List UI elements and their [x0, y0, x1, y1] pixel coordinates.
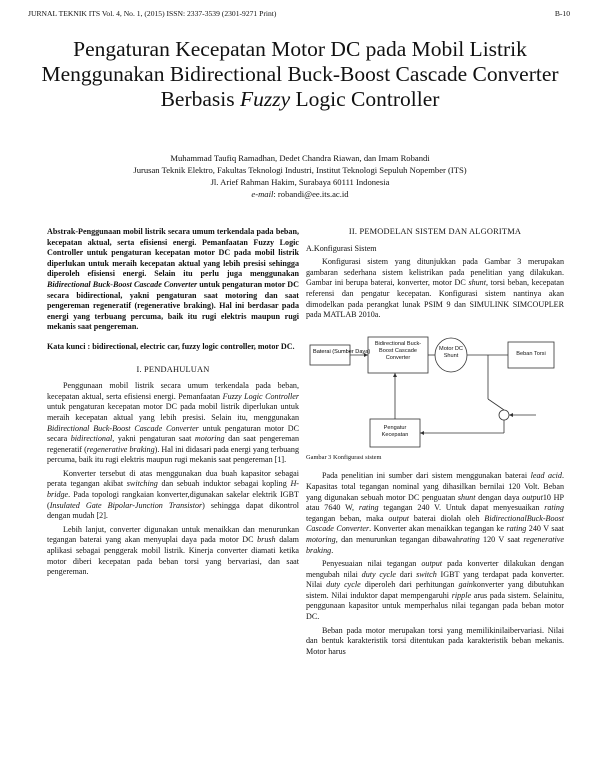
t: Insulated Gate Bipolar-Junction Transistor [49, 500, 203, 510]
t: motoring [306, 534, 336, 544]
t: dan saat pengereman regeneratif ( [47, 434, 300, 454]
t: Bidirectional Buck-Boost Cascade Converter [47, 423, 199, 433]
model-paragraph-2 [306, 471, 564, 556]
t: diperoleh dari perhitungan [360, 580, 459, 590]
t: gain [458, 580, 473, 590]
section-heading-introduction: I. PENDAHULUAN [136, 364, 210, 374]
t: rating [459, 534, 480, 544]
block-diagram [306, 329, 564, 451]
t: H-bridge [47, 479, 299, 500]
t: baterai diolah oleh [409, 513, 485, 523]
arrow-head-icon [393, 373, 397, 377]
t: ) sehingga dapat dikontrol dengan mudah [2]. [47, 500, 299, 521]
section-heading-modeling: II. PEMODELAN SISTEM DAN ALGORITMA [348, 227, 522, 236]
controller-label: Pengatur Kecepatan [381, 424, 409, 438]
t: rating [544, 503, 564, 513]
t: Konfigurasi sistem yang ditunjukkan pada Gambar 3 merupakan gambaran sederhana sistem kelistrikan pada penelitian yang dilakukan. Gambar ini berupa baterai, konverter, motor DC [306, 257, 564, 288]
t: dengan daya [475, 492, 523, 502]
intro-paragraph-1 [47, 381, 299, 466]
motor-label: Motor DC Shunt [439, 345, 463, 359]
load-label: Beban Torsi [516, 350, 546, 357]
author-names: Muhammad Taufiq Ramadhan, Dedet Chandra Riawan, dan Imam Robandi [170, 153, 430, 163]
t: , dan menurunkan tegangan dibawah [335, 534, 460, 544]
t: ripple [451, 590, 472, 600]
t: Pada penelitian ini sumber dari sistem menggunakan baterai [322, 471, 531, 481]
t: bidirectional [70, 434, 113, 444]
t: output [421, 559, 443, 569]
journal-info: JURNAL TEKNIK ITS Vol. 4, No. 1, (2015) ISSN: 2337-3539 (2301-9271 Print) [28, 9, 277, 18]
converter-label: Bidirectional Buck-Boost Cascade Converter [374, 340, 422, 361]
email-label: e-mail [251, 189, 274, 199]
battery-label: Baterai (Sumber Daya) [313, 348, 371, 355]
t: switching [126, 479, 158, 489]
t: shunt [457, 492, 476, 502]
t: output [388, 513, 410, 523]
paper-title [40, 37, 560, 112]
author-affiliation: Jurusan Teknik Elektro, Fakultas Teknologi Industri, Institut Teknologi Sepuluh Nopember (ITS) [133, 165, 467, 175]
t: BidirectionalBuck-Boost Cascade Converter [306, 513, 564, 534]
model-paragraph-1 [306, 257, 564, 321]
summing-junction [499, 410, 509, 420]
arrow-head-icon [509, 413, 513, 417]
t: switch [416, 569, 437, 579]
t: , torsi beban, kecepatan referensi dan pengatur kecepatan. Konfigurasi sistem nantinya akan dimodelkan pada perangkat lunak PSIM 9 dan SIMULINK SIMCOUPLER pada MATLAB 2010a. [306, 278, 565, 320]
t: Fuzzy Logic Controller [222, 391, 299, 401]
t: Lebih lanjut, converter digunakan untuk menaikkan dan menurunkan tegangan baterai yang akan menyuplai daya pada motor DC [47, 524, 299, 545]
t: arus pada sistem. Selainitu, penggunaan kapasitor untuk memperhalus nilai tegangan pada beban motor DC. [306, 590, 564, 622]
t: untuk pengaturan kecepatan motor DC pada mobil listrik diperlukan untuk meraih kecepatan aktual yang lebih presisi. Selain itu, menggunakan [47, 402, 299, 422]
t: Penyesuaian nilai tegangan [322, 559, 422, 569]
t: 120 V saat [479, 534, 524, 544]
title-text-1: Pengaturan Kecepatan Motor DC pada Mobil Listrik Menggunakan Bidirectional Buck-Boost Cascade Converter Berbasis [41, 37, 559, 111]
title-text-2: Logic Controller [290, 87, 440, 111]
t: regenerative braking [306, 534, 564, 555]
model-paragraph-3 [306, 559, 564, 623]
t: tegangan beban, maka [306, 513, 389, 523]
page-number: B-10 [554, 9, 570, 18]
t: regenerative braking [86, 444, 155, 454]
email-address: : robandi@ee.its.ac.id [273, 189, 349, 199]
t: dalam aplikasi sebagai penggerak mobil listrik. Kinerja converter diamati ketika motor diberi kecepatan pada beban torsi yang bervariasi, dan saat pengereman. [47, 535, 299, 577]
t: pada konverter dilakukan dengan mengubah nilai [306, 559, 564, 579]
abstract-text-2: untuk pengaturan motor DC secara bidirectional, yakni pengaturan saat motoring dan saat pengereman regeneratif (regenerative braking). Hal ini berdasar pada energi yang terbuang percuma, baik itu rugi elektris maupun rugi mekanis saat pengereman. [47, 279, 299, 332]
t: untuk pengaturan motor DC secara [47, 423, 300, 444]
t: ). Hal ini didasari pada energi yang terbuang percuma, baik itu rugi elektris maupun rugi mekanis saat pengereman [1]. [47, 444, 299, 465]
keywords: Kata kunci : bidirectional, electric car, fuzzy logic controller, motor DC. [47, 341, 295, 351]
t: konverter yang dibutuhkan sistem. Nilai induktor dapat mempengaruhi [306, 580, 564, 600]
author-address: Jl. Arief Rahman Hakim, Surabaya 60111 Indonesia [210, 177, 390, 187]
t: output [522, 492, 543, 502]
t: Penggunaan mobil listrik secara umum terkendala pada beban, kecepatan aktual, serta efisiensi energi. Pemanfaatan [47, 381, 299, 401]
author-email [40, 188, 560, 200]
abstract-italic: Bidirectional Buck-Boost Cascade Converter [47, 279, 198, 289]
abstract-text-1: Abstrak-Penggunaan mobil listrik secara umum terkendala pada beban, kecepatan aktual, serta efisiensi energi. Pemanfaatan Fuzzy Logic Controller untuk pengaturan kecepatan motor DC pada mobil listrik diperlukan untuk meraih kecepatan aktual yang lebih presisi sehingga diperoleh efisiensi energi. Selain itu perlu juga menggunakan [47, 227, 299, 279]
feedback-to-sum-line [488, 399, 504, 410]
system-configuration-figure [306, 329, 564, 451]
t: . Kapasitas total tegangan nominal yang dihasilkan bernilai 120 Volt. Beban yang digunakan sebuah motor DC penguatan [306, 471, 564, 502]
t: rating [358, 503, 379, 513]
t: shunt [468, 278, 486, 288]
t: , yakni pengaturan saat [112, 434, 195, 444]
t: brush [257, 535, 276, 545]
t: duty cycle [361, 569, 396, 579]
t: motoring [194, 434, 225, 444]
figure-caption: Gambar 3 Konfigurasi sistem [306, 453, 382, 461]
arrow-head-icon [420, 431, 424, 435]
right-column [306, 227, 564, 657]
abstract [47, 227, 299, 333]
t: tegangan 240 V. Untuk dapat menyesuaikan [378, 503, 545, 513]
t: rating [506, 524, 527, 534]
intro-paragraph-3 [47, 525, 299, 578]
t: dari [395, 569, 417, 579]
left-column [47, 227, 299, 578]
author-block [40, 152, 560, 200]
t: . [331, 545, 334, 555]
t: dan sebuah induktor sebagai kopling [157, 479, 291, 489]
running-header [28, 9, 570, 18]
title-italic: Fuzzy [239, 87, 291, 111]
subsection-heading: A.Konfigurasi Sistem [306, 243, 377, 253]
t: duty cycle [326, 580, 361, 590]
model-paragraph-4: Beban pada motor merupakan torsi yang memilikinilaibervariasi. Nilai dan bentuk karakteristik torsi ditentukan pada karakteristik beban mekanis. Motor harus [306, 625, 564, 656]
t: . Pada topologi rangkaian konverter,digunakan sakelar elektrik IGBT ( [47, 490, 299, 510]
t: . Konverter akan menaikkan tegangan ke [369, 524, 507, 534]
t: 10 HP atau 7640 W, [306, 492, 564, 513]
t: Konverter tersebut di atas menggunakan dua buah kapasitor sebagai perata tegangan akibat [47, 468, 299, 489]
t: IGBT yang terdapat pada konverter. Nilai [306, 569, 565, 590]
intro-paragraph-2 [47, 469, 299, 522]
t: lead acid [530, 471, 562, 481]
t: 240 V saat [526, 524, 564, 534]
battery-box [310, 345, 350, 365]
